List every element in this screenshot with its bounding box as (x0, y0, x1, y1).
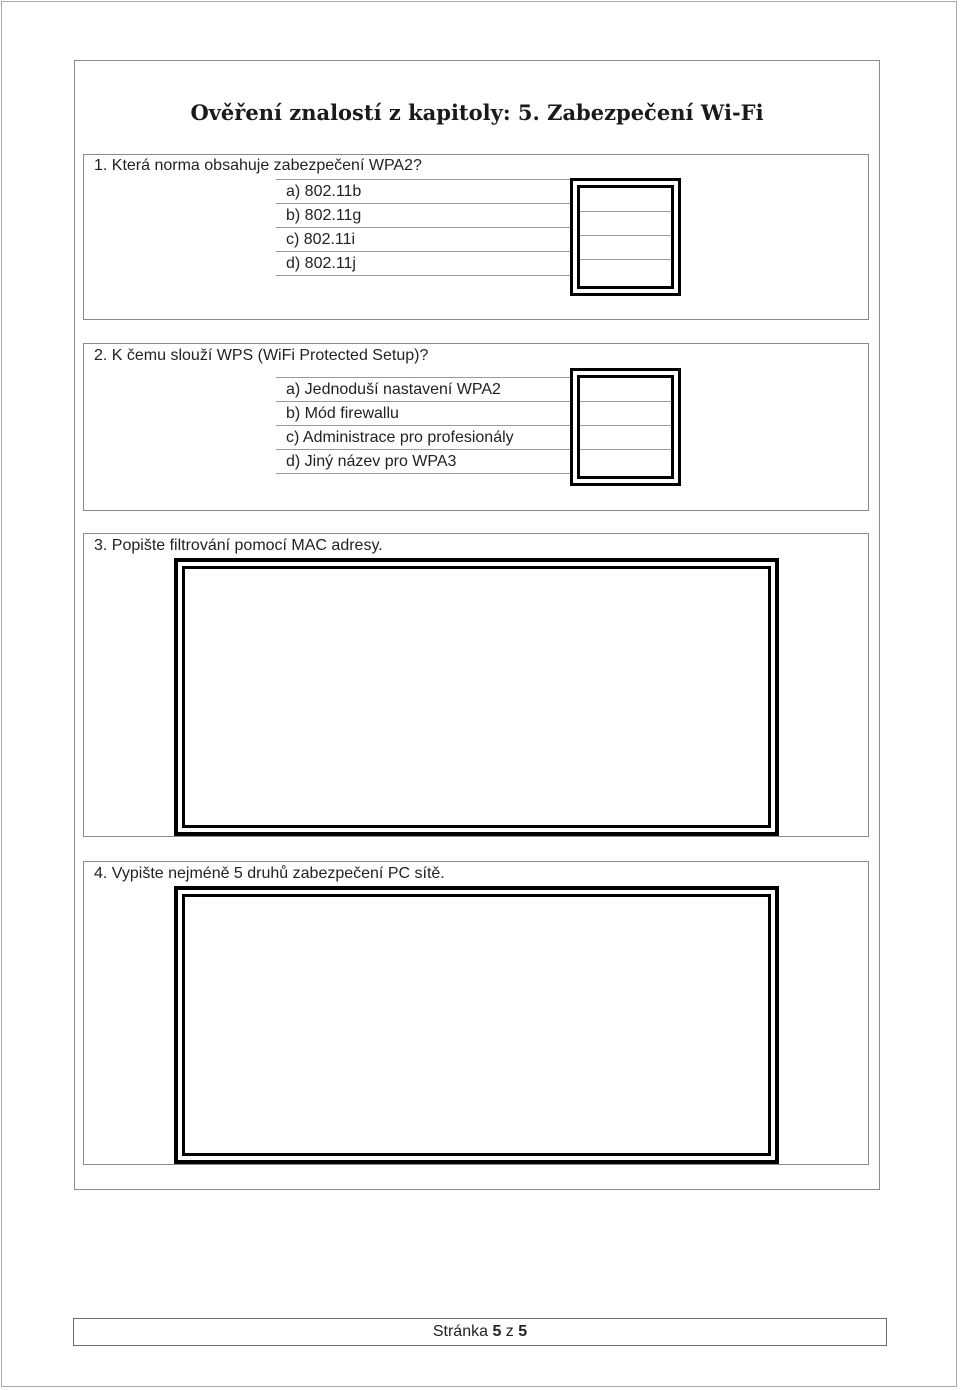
footer-prefix: Stránka (432, 1323, 488, 1340)
footer-current-page: 5 (492, 1323, 502, 1340)
answer-checkbox-1d[interactable] (580, 260, 671, 284)
page-footer (73, 1318, 887, 1346)
question-1-option-c: c) 802.11i (276, 228, 572, 252)
answer-checkbox-2b[interactable] (580, 402, 671, 426)
question-1-text: 1. Která norma obsahuje zabezpečení WPA2? (94, 157, 422, 174)
answer-checkbox-2d[interactable] (580, 450, 671, 474)
question-2-text: 2. K čemu slouží WPS (WiFi Protected Setup)? (94, 347, 429, 364)
question-2-options (276, 377, 572, 474)
question-1-options (276, 179, 572, 276)
question-4-text: 4. Vypište nejméně 5 druhů zabezpečení PC sítě. (94, 865, 445, 882)
question-2-answer-column (570, 368, 681, 486)
question-1-option-a: a) 802.11b (276, 180, 572, 204)
footer-separator: z (505, 1323, 514, 1340)
footer-total-pages: 5 (518, 1323, 528, 1340)
question-2-option-a: a) Jednoduší nastavení WPA2 (276, 378, 572, 402)
question-1-answer-column (570, 178, 681, 296)
answer-checkbox-1c[interactable] (580, 236, 671, 260)
question-2-option-d: d) Jiný název pro WPA3 (276, 450, 572, 474)
question-3-answer-area[interactable] (174, 558, 779, 836)
question-3-text: 3. Popište filtrování pomocí MAC adresy. (94, 537, 383, 554)
page-title: Ověření znalostí z kapitoly: 5. Zabezpečení Wi-Fi (190, 100, 764, 125)
question-2-option-c: c) Administrace pro profesionály (276, 426, 572, 450)
answer-checkbox-2c[interactable] (580, 426, 671, 450)
question-1-option-d: d) 802.11j (276, 252, 572, 276)
question-1-option-b: b) 802.11g (276, 204, 572, 228)
answer-checkbox-2a[interactable] (580, 378, 671, 402)
answer-checkbox-1b[interactable] (580, 212, 671, 236)
question-4-answer-area[interactable] (174, 886, 779, 1164)
question-2-option-b: b) Mód firewallu (276, 402, 572, 426)
answer-checkbox-1a[interactable] (580, 188, 671, 212)
